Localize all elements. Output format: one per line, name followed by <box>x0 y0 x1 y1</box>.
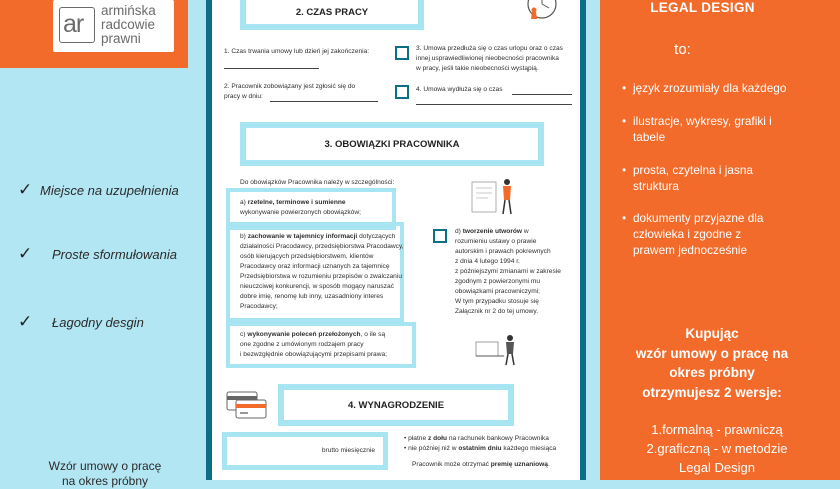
bullet-icon: • <box>622 114 627 128</box>
logo-band <box>0 0 188 68</box>
duty-b-line-5: Przedsiębiorstwa w rozumieniu przepisów o zwalczaniu <box>240 273 402 280</box>
payment-term-1-a: płatne <box>408 435 428 442</box>
fill-line-end-date[interactable] <box>224 68 319 69</box>
duty-c-bold: wykonywanie poleceń przełożonych <box>247 331 361 338</box>
benefit-line: dokumenty przyjazne dla <box>633 211 764 225</box>
bonus-note-b: . <box>547 461 550 468</box>
payment-term-2-a: nie później niż w <box>408 445 459 452</box>
duty-d-line-7: obowiązkami pracowniczymi; <box>455 288 541 295</box>
clause-2-3-checkbox[interactable] <box>395 46 409 60</box>
clause-2-3-line-3: w pracy, jeśli takie nieobecności wystąpią. <box>416 65 539 72</box>
benefit-text <box>633 162 753 194</box>
fill-line-extension-2[interactable] <box>416 104 572 105</box>
feature-label: Miejsce na uzupełnienia <box>40 182 179 198</box>
clause-2-4: 4. Umowa wydłuża się o czas <box>416 86 503 93</box>
bullet-icon: • <box>622 211 627 225</box>
duty-b-line-8: Pracodawcy; <box>240 303 278 310</box>
duty-c-line-1 <box>240 330 385 339</box>
duty-d-checkbox[interactable] <box>433 229 447 243</box>
fill-line-extension[interactable] <box>512 94 572 95</box>
duty-a-line-2: wykonywanie powierzonych obowiązków; <box>240 209 361 216</box>
section-4-title: 4. WYNAGRODZENIE <box>347 399 445 411</box>
duty-a-prefix: a) <box>240 199 248 206</box>
duty-b-line-1 <box>240 232 395 241</box>
duty-d-rest: w <box>522 228 529 235</box>
payment-term-1-b: na rachunek bankowy Pracownika <box>447 435 549 442</box>
logo-line-1: armińska <box>101 3 156 18</box>
legal-design-heading: LEGAL DESIGN <box>650 0 755 15</box>
duty-b-line-6: nieuczciwej konkurencji, w sposób mogący naruszać <box>240 283 394 290</box>
check-icon: ✓ <box>18 180 33 199</box>
purchase-line-4: otrzymujesz 2 wersje: <box>642 384 782 400</box>
bullet-icon: • <box>622 163 627 177</box>
section-3-title: 3. OBOWIĄZKI PRACOWNIKA <box>324 138 460 150</box>
duty-b-line-7: dobre imię, renomę lub inny, uzasadniony interes <box>240 293 384 300</box>
purchase-line-1: Kupując <box>685 326 739 341</box>
duty-d-line-6: zgodnym z powierzonymi mu <box>455 278 541 285</box>
benefit-line: tabele <box>633 130 666 144</box>
left-caption <box>30 459 180 489</box>
clause-2-2-line-1: 2. Pracownik zobowiązany jest zgłosić się do <box>224 83 356 90</box>
version-1: 1.formalną - prawniczą <box>651 422 783 437</box>
bullet-icon: • <box>622 81 627 95</box>
duty-b-bold: zachowanie w tajemnicy informacji <box>247 233 358 240</box>
benefit-line: prosta, czytelna i jasna <box>633 163 753 177</box>
clock-person-icon <box>524 0 558 20</box>
benefit-line: struktura <box>633 179 679 193</box>
logo-mark-text: ar <box>63 10 84 38</box>
duty-d-prefix: d) <box>455 228 463 235</box>
duty-d-line-5: z późniejszymi zmianami w zakresie <box>455 268 561 275</box>
duty-d-line-3: autorskim i prawach pokrewnych <box>455 248 551 255</box>
gross-salary-label: brutto miesięcznie <box>321 447 375 455</box>
feature-label: Łagodny desgin <box>52 314 144 330</box>
benefit-item <box>622 210 764 258</box>
purchase-line-3: okres próbny <box>669 365 755 380</box>
legal-design-to: to: <box>674 41 691 58</box>
benefit-text <box>633 113 772 145</box>
bonus-note-bold: premię uznaniową <box>490 461 548 468</box>
duty-d-line-2: rozumieniu ustawy o prawie <box>455 238 537 245</box>
payment-term-2-bold: ostatnim dniu <box>458 445 502 452</box>
gross-salary-field[interactable] <box>222 432 388 470</box>
version-2: 2.graficzną - w metodzie <box>646 441 788 456</box>
desk-person-icon <box>474 330 524 366</box>
clause-2-4-checkbox[interactable] <box>395 85 409 99</box>
benefit-line: człowieka i zgodne z <box>633 227 742 241</box>
duty-a-line-1 <box>240 198 346 207</box>
credit-card-icon <box>226 390 268 420</box>
left-caption-line-1: Wzór umowy o pracę <box>48 459 162 473</box>
duty-d-bold: tworzenie utworów <box>462 228 523 235</box>
check-icon: ✓ <box>18 312 33 331</box>
payment-term-1-bold: z dołu <box>427 435 447 442</box>
company-logo[interactable] <box>53 0 174 52</box>
section-2-header <box>240 0 424 30</box>
feature-label: Proste sformułowania <box>52 246 177 262</box>
duty-b-line-3: osób kierujących przedsiębiorstwem, klientów <box>240 253 374 260</box>
duty-c-rest: , o ile są <box>360 331 386 338</box>
duty-c-line-3: i bezwzględnie obowiązującymi przepisami prawa; <box>240 351 387 358</box>
left-panel <box>0 0 212 488</box>
benefit-line: język zrozumiały dla każdego <box>633 81 787 95</box>
section-3-header <box>240 122 544 166</box>
purchase-offer <box>612 324 812 402</box>
duty-d-line-9: Załącznik nr 2 do tej umowy. <box>455 308 539 315</box>
logo-line-2: radcowie <box>101 17 156 32</box>
payment-term-1: • płatne z dołu na rachunek bankowy Pracownika <box>404 435 549 442</box>
duty-d-line-4: z dnia 4 lutego 1994 r. <box>455 258 520 265</box>
duty-b-rest: dotyczących <box>357 233 396 240</box>
benefit-item <box>622 113 772 145</box>
payment-term-2: • nie później niż w ostatnim dniu każdego miesiąca <box>404 445 557 452</box>
version-2-cont: Legal Design <box>679 460 755 475</box>
bonus-note <box>412 460 550 469</box>
duty-c-prefix: c) <box>240 331 248 338</box>
fill-line-start-date[interactable] <box>270 101 378 102</box>
duty-a-bold: rzetelne, terminowe i sumienne <box>247 199 346 206</box>
duty-b-line-4: Pracodawcy oraz informacji uznanych za tajemnicę <box>240 263 390 270</box>
feature-item-gentle-design <box>18 312 144 332</box>
duty-b-line-2: działalności Pracodawcy, przedsiębiorstwa Pracodawcy, <box>240 243 404 250</box>
left-caption-line-2: na okres próbny <box>61 474 149 488</box>
check-icon: ✓ <box>18 244 33 263</box>
versions-list <box>622 420 812 477</box>
bonus-note-a: Pracownik może otrzymać <box>412 461 491 468</box>
logo-wordmark <box>101 4 156 46</box>
benefit-line: prawem jednocześnie <box>633 243 748 257</box>
payment-term-2-b: każdego miesiąca <box>501 445 557 452</box>
clause-2-1: 1. Czas trwania umowy lub dzień jej zakończenia: <box>224 48 370 55</box>
section-4-header <box>278 384 514 426</box>
benefit-item <box>622 162 753 194</box>
benefit-text <box>633 210 764 258</box>
logo-line-3: prawni <box>101 31 141 46</box>
clause-2-3-line-2: innej usprawiedliwionej nieobecności pracownika <box>416 55 559 62</box>
benefit-item <box>622 80 786 96</box>
feature-item-fill-in <box>18 180 179 200</box>
benefit-text <box>633 80 786 96</box>
contract-document-preview <box>212 0 580 480</box>
section-2-title: 2. CZAS PRACY <box>295 6 369 18</box>
right-panel <box>600 0 840 480</box>
purchase-line-2: wzór umowy o pracę na <box>635 345 789 361</box>
duty-b-prefix: b) <box>240 233 248 240</box>
clause-2-2-line-2: pracy w dniu: <box>224 93 263 100</box>
chart-person-icon <box>470 176 522 220</box>
benefit-line: ilustracje, wykresy, grafiki i <box>633 114 772 128</box>
duties-intro: Do obowiązków Pracownika należy w szczególności: <box>240 179 395 186</box>
duty-d-line-8: W tym przypadku stosuje się <box>455 298 539 305</box>
logo-mark <box>59 7 95 43</box>
duty-d-line-1 <box>455 227 529 236</box>
duty-c-line-2: one zgodne z umówionym rodzajem pracy <box>240 341 364 348</box>
feature-item-simple-wording <box>18 244 177 264</box>
clause-2-3-line-1: 3. Umowa przedłuża się o czas urlopu oraz o czas <box>416 45 563 52</box>
